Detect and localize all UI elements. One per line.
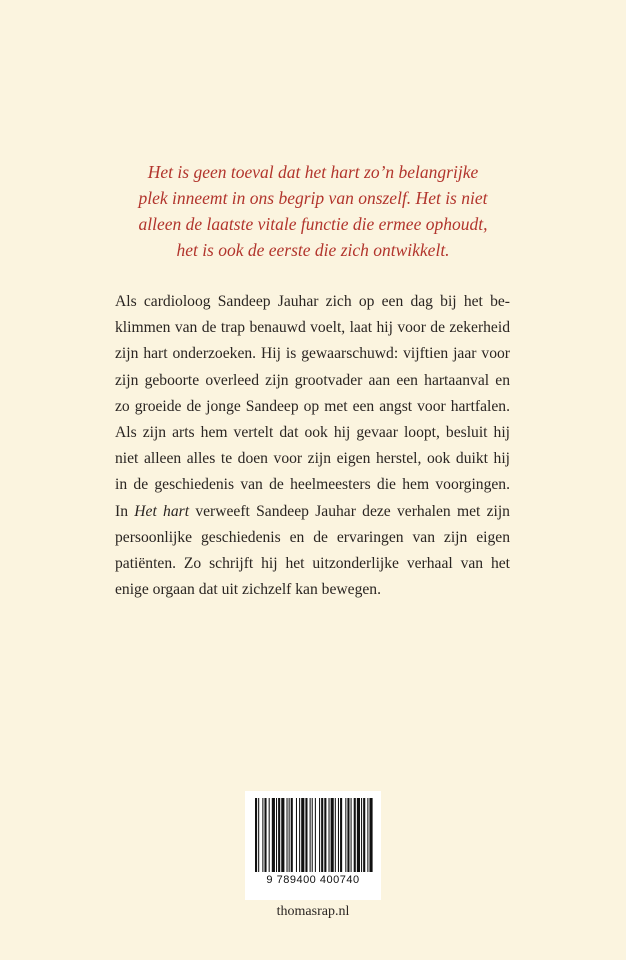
description-line-with-title: [115, 499, 510, 525]
quote-line: alleen de laatste vitale functie die ermee ophoudt,: [138, 214, 488, 234]
barcode-bar: [363, 798, 365, 872]
barcode-bar: [331, 798, 334, 872]
barcode-bar: [351, 798, 352, 872]
barcode-bar: [262, 798, 263, 872]
description-line: zo groeide de jonge Sandeep op met een angst voor hartfalen.: [115, 397, 510, 415]
barcode-bar: [312, 798, 313, 872]
barcode-bar: [347, 798, 349, 872]
description-line: patiënten. Zo schrijft hij het uitzonderlijke verhaal van het: [115, 554, 510, 572]
description-line: enige orgaan dat uit zichzelf kan bewegen.: [115, 581, 381, 599]
description-line: Als zijn arts hem vertelt dat ook hij gevaar loopt, besluit hij: [115, 423, 510, 441]
barcode-bar: [354, 798, 356, 872]
barcode-bar: [264, 798, 266, 872]
barcode-bar: [291, 798, 293, 872]
book-description: [115, 289, 510, 603]
barcode-bar: [329, 798, 330, 872]
description-line: zijn geboorte overleed zijn grootvader aan een hartaanval en: [115, 371, 510, 389]
barcode-bar: [276, 798, 277, 872]
barcode-bar: [278, 798, 280, 872]
barcode-bar: [272, 798, 275, 872]
line-prefix: In: [115, 502, 128, 520]
publisher-website: thomasrap.nl: [276, 904, 350, 919]
barcode-bar: [287, 798, 288, 872]
book-title-italic: Het hart: [134, 502, 190, 520]
barcode-bar: [319, 798, 320, 872]
barcode-bar: [310, 798, 311, 872]
barcode-bar: [369, 798, 372, 872]
barcode-bar: [289, 798, 290, 872]
barcode-bar: [357, 798, 360, 872]
description-line: niet alleen alles te doen voor zijn eigen herstel, ook duikt hij: [115, 450, 510, 468]
quote-line: Het is geen toeval dat het hart zo’n belangrijke: [147, 162, 479, 182]
barcode-bar: [338, 798, 339, 872]
isbn-number: 9 789400 400740: [266, 874, 360, 886]
barcode-image: [251, 798, 375, 874]
description-line: zijn hart onderzoeken. Hij is gewaarschuwd: vijftien jaar voor: [115, 345, 510, 363]
barcode-bar: [315, 798, 316, 872]
barcode-bar: [361, 798, 362, 872]
description-line: klimmen van de trap benauwd voelt, laat hij voor de zekerheid: [115, 319, 510, 337]
barcode-box: [245, 791, 381, 900]
quote-line: het is ook de eerste die zich ontwikkelt.: [176, 240, 450, 260]
barcode-bar: [301, 798, 304, 872]
back-cover-quote: [0, 159, 626, 263]
description-line: persoonlijke geschiedenis en de ervaringen van zijn eigen: [115, 528, 510, 546]
barcode-bar: [255, 798, 257, 872]
barcode-bar: [335, 798, 336, 872]
barcode-bar: [281, 798, 284, 872]
barcode-bar: [324, 798, 326, 872]
barcode-bar: [299, 798, 300, 872]
barcode-bar: [305, 798, 307, 872]
quote-line: plek inneemt in ons begrip van onszelf. Het is niet: [138, 188, 488, 208]
barcode-bar: [321, 798, 323, 872]
description-line: Als cardioloog Sandeep Jauhar zich op een dag bij het be-: [115, 293, 510, 310]
barcode-bar: [269, 798, 270, 872]
barcode-bar: [340, 798, 342, 872]
description-line: in de geschiedenis van de heelmeesters die hem voorgingen.: [115, 476, 510, 494]
barcode-bar: [345, 798, 346, 872]
barcode-bar: [296, 798, 297, 872]
barcode-bar: [258, 798, 259, 872]
barcode-bar: [367, 798, 368, 872]
line-rest: verweeft Sandeep Jauhar deze verhalen met zijn: [195, 502, 510, 520]
